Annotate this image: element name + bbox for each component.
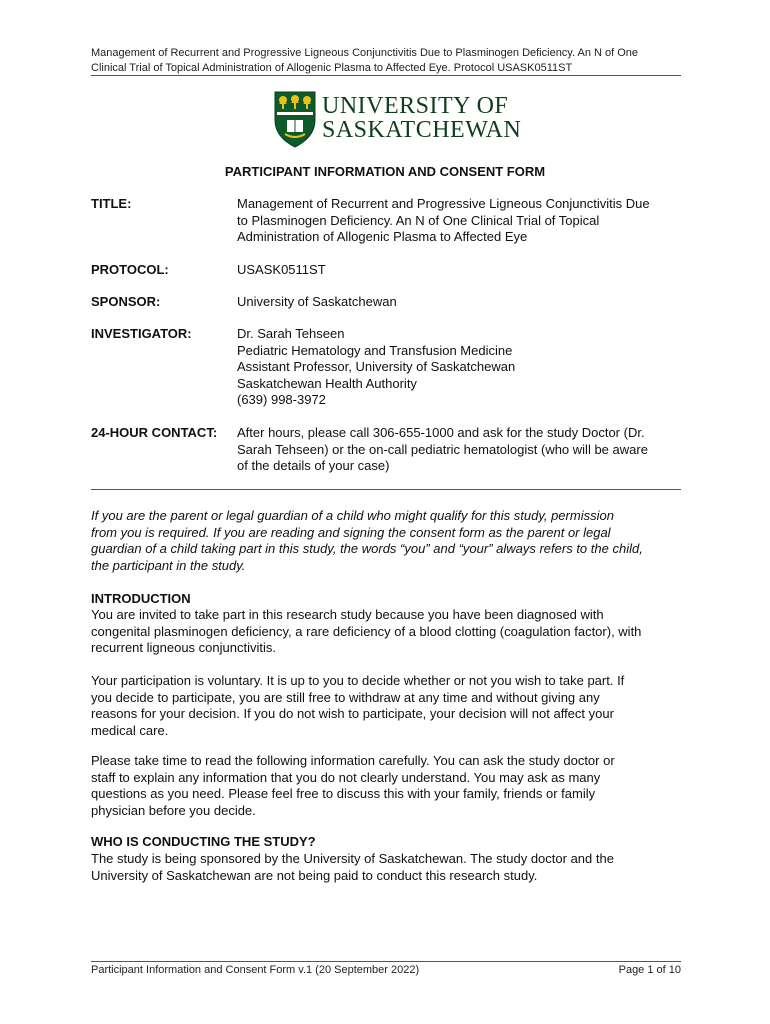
wordmark-line-1: UNIVERSITY OF bbox=[322, 93, 509, 119]
field-protocol-value bbox=[237, 262, 683, 279]
guardian-note-line: the participant in the study. bbox=[91, 557, 246, 573]
paragraph-line: reasons for your decision. If you do not wish to participate, your decision will not affect your bbox=[91, 706, 614, 721]
paragraph-line: recurrent ligneous conjunctivitis. bbox=[91, 640, 276, 655]
paragraph-line: University of Saskatchewan are not being paid to conduct this research study. bbox=[91, 867, 538, 883]
university-crest-icon bbox=[273, 90, 317, 148]
field-sponsor-value bbox=[237, 294, 683, 311]
footer-divider bbox=[91, 961, 681, 962]
guardian-note-line: If you are the parent or legal guardian of a child who might qualify for this study, permission bbox=[91, 508, 614, 523]
paragraph-line: The study is being sponsored by the University of Saskatchewan. The study doctor and the bbox=[91, 851, 614, 866]
footer-form-version: Participant Information and Consent Form v.1 (20 September 2022) bbox=[91, 964, 420, 976]
running-header-line-2: Clinical Trial of Topical Administration of Allogenic Plasma to Affected Eye. Protocol USASK0511ST bbox=[91, 62, 573, 74]
introduction-paragraph-3 bbox=[91, 753, 686, 819]
field-contact-value bbox=[237, 425, 683, 475]
who-heading: WHO IS CONDUCTING THE STUDY? bbox=[91, 834, 316, 849]
field-title-label: TITLE: bbox=[91, 196, 132, 211]
field-title-line: to Plasminogen Deficiency. An N of One Clinical Trial of Topical bbox=[237, 212, 600, 228]
field-investigator-label: INVESTIGATOR: bbox=[91, 326, 192, 341]
guardian-note bbox=[91, 508, 686, 574]
university-wordmark bbox=[322, 94, 521, 142]
paragraph-line: Your participation is voluntary. It is up to you to decide whether or not you wish to take part. If bbox=[91, 673, 625, 688]
paragraph-line: you decide to participate, you are still free to withdraw at any time and without giving any bbox=[91, 689, 600, 705]
investigator-line: Assistant Professor, University of Saskatchewan bbox=[237, 359, 516, 374]
section-divider bbox=[91, 489, 681, 490]
university-logo bbox=[273, 90, 522, 150]
form-title: PARTICIPANT INFORMATION AND CONSENT FORM bbox=[224, 164, 546, 179]
paragraph-line: questions as you need. Please feel free to discuss this with your family, friends or family bbox=[91, 786, 596, 801]
field-protocol-label: PROTOCOL: bbox=[91, 262, 169, 277]
guardian-note-line: from you is required. If you are reading and signing the consent form as the parent or legal bbox=[91, 524, 611, 540]
investigator-line: Pediatric Hematology and Transfusion Medicine bbox=[237, 342, 513, 358]
field-sponsor-label: SPONSOR: bbox=[91, 294, 161, 309]
protocol-number: USASK0511ST bbox=[237, 262, 326, 277]
contact-line: After hours, please call 306-655-1000 and ask for the study Doctor (Dr. bbox=[237, 425, 645, 440]
wordmark-line-2: SASKATCHEWAN bbox=[322, 117, 522, 143]
investigator-line: (639) 998-3972 bbox=[237, 392, 326, 407]
paragraph-line: Please take time to read the following information carefully. You can ask the study doctor or bbox=[91, 753, 615, 768]
investigator-line: Saskatchewan Health Authority bbox=[237, 375, 417, 391]
investigator-line: Dr. Sarah Tehseen bbox=[237, 326, 345, 341]
contact-line: Sarah Tehseen) or the on-call pediatric hematologist (who will be aware bbox=[237, 441, 648, 457]
field-title-line: Management of Recurrent and Progressive Ligneous Conjunctivitis Due bbox=[237, 196, 650, 211]
header-divider bbox=[91, 75, 681, 76]
paragraph-line: physician before you decide. bbox=[91, 802, 256, 818]
introduction-heading: INTRODUCTION bbox=[91, 591, 191, 606]
page-number: Page 1 of 10 bbox=[618, 964, 681, 976]
running-header-line-1: Management of Recurrent and Progressive Ligneous Conjunctivitis Due to Plasminogen Deficiency. An N of One bbox=[91, 47, 639, 59]
paragraph-line: You are invited to take part in this research study because you have been diagnosed with bbox=[91, 607, 604, 622]
running-header bbox=[91, 46, 681, 76]
introduction-paragraph-1 bbox=[91, 607, 686, 657]
paragraph-line: medical care. bbox=[91, 722, 169, 738]
contact-line: of the details of your case) bbox=[237, 458, 390, 473]
field-investigator-value bbox=[237, 326, 683, 409]
paragraph-line: staff to explain any information that you do not clearly understand. You may ask as many bbox=[91, 769, 601, 785]
field-title-value bbox=[237, 196, 683, 246]
field-title-line: Administration of Allogenic Plasma to Affected Eye bbox=[237, 229, 528, 244]
who-paragraph bbox=[91, 851, 686, 884]
paragraph-line: congenital plasminogen deficiency, a rare deficiency of a blood clotting (coagulation factor), with bbox=[91, 623, 642, 639]
field-contact-label: 24-HOUR CONTACT: bbox=[91, 425, 218, 440]
introduction-paragraph-2 bbox=[91, 673, 686, 739]
guardian-note-line: guardian of a child taking part in this study, the words “you” and “your” always refers to the child, bbox=[91, 541, 643, 556]
sponsor-name: University of Saskatchewan bbox=[237, 294, 397, 309]
